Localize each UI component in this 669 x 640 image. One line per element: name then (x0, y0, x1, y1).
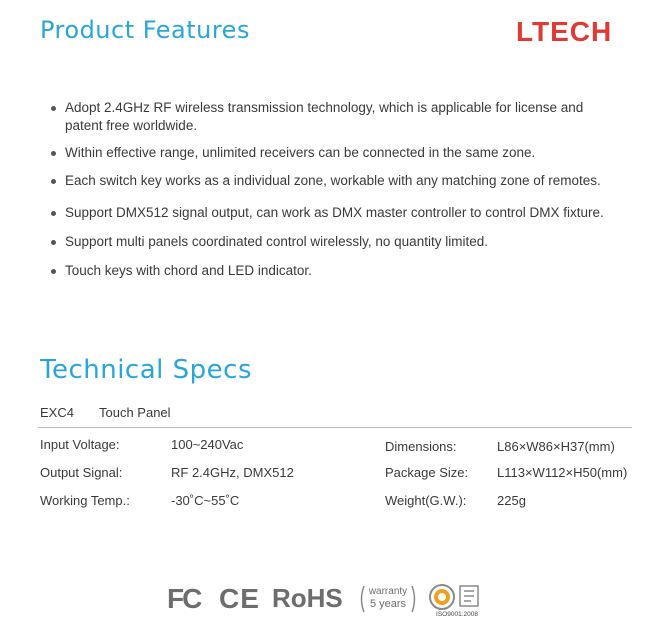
feature-item (65, 204, 625, 222)
bullet-icon (51, 151, 56, 156)
spec-value: -30˚C~55˚C (171, 493, 240, 508)
product-features-title: Product Features (40, 16, 250, 44)
spec-value: 100~240Vac (171, 437, 244, 452)
spec-label: Output Signal: (40, 465, 123, 480)
feature-text: Each switch key works as a individual zone, workable with any matching zone of remotes. (65, 173, 601, 188)
iso-9001-icon (428, 583, 486, 623)
product-type: Touch Panel (99, 405, 171, 420)
spec-value: L113×W112×H50(mm) (497, 465, 628, 480)
ltech-logo: LTECH (516, 16, 613, 47)
bullet-icon (51, 179, 56, 184)
feature-text: Within effective range, unlimited receivers can be connected in the same zone. (65, 145, 536, 160)
spec-value: 225g (497, 493, 526, 508)
bullet-icon (51, 211, 56, 216)
spec-value: L86×W86×H37(mm) (497, 439, 615, 454)
spec-label: Weight(G.W.): (385, 493, 467, 508)
bullet-icon (51, 106, 56, 111)
certification-logos (0, 583, 669, 623)
fc-icon: FC (167, 583, 201, 614)
spec-label: Dimensions: (385, 439, 457, 454)
feature-text: Adopt 2.4GHz RF wireless transmission technology, which is applicable for license and (65, 100, 584, 115)
spec-label: Input Voltage: (40, 437, 120, 452)
ce-icon: CE (219, 583, 260, 614)
feature-text-continued: patent free worldwide. (65, 118, 198, 133)
feature-text: Touch keys with chord and LED indicator. (65, 263, 312, 278)
bullet-icon (51, 269, 56, 274)
spec-label: Package Size: (385, 465, 469, 480)
bullet-icon (51, 240, 56, 245)
feature-item (65, 233, 625, 251)
spec-label: Working Temp.: (40, 493, 130, 508)
feature-item (65, 262, 625, 280)
spec-value: RF 2.4GHz, DMX512 (171, 465, 294, 480)
rohs-icon: RoHS (272, 583, 343, 613)
warranty-5-years-icon: warranty 5 years (358, 583, 418, 615)
feature-item (65, 172, 625, 190)
technical-specs-title: Technical Specs (40, 355, 252, 385)
divider (38, 427, 632, 428)
feature-text: Support DMX512 signal output, can work as DMX master controller to control DMX fixture. (65, 205, 604, 220)
feature-item (65, 99, 625, 135)
model-number: EXC4 (40, 405, 74, 420)
iso-label: ISO9001:2008 (436, 611, 478, 618)
feature-text: Support multi panels coordinated control wirelessly, no quantity limited. (65, 234, 488, 249)
feature-item (65, 144, 625, 162)
